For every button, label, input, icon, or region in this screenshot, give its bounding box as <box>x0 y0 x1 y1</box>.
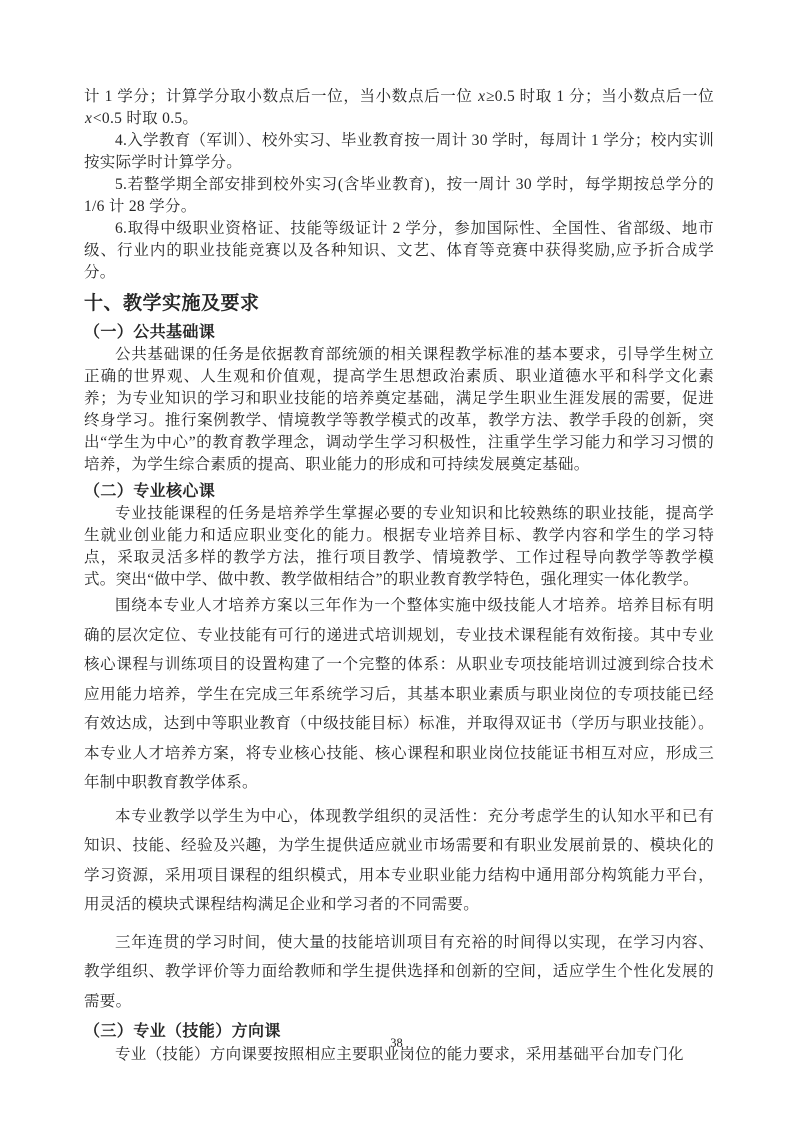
continuation-mid: ≥0.5 时取 1 分；当小数点后一位 <box>485 88 714 105</box>
numbered-item-4: 4.入学教育（军训）、校外实习、毕业教育按一周计 30 学时，每周计 1 学分；校内实训按实际学时计算学分。 <box>84 132 714 171</box>
paragraph-skill-direction-courses: 专业（技能）方向课要按照相应主要职业岗位的能力要求，采用基础平台加专门化 <box>115 1046 684 1063</box>
math-variable-x: x <box>478 88 485 105</box>
paragraph-core-courses-2: 围绕本专业人才培养方案以三年作为一个整体实施中级技能人才培养。培养目标有明确的层次定位、专业技能有可行的递进式培训规划，专业技术课程能有效衔接。其中专业核心课程与训练项目的设置构建了一个完整的体系：从职业专项技能培训过渡到综合技术应用能力培养，学生在完成三年系统学习后，其基本职业素质与职业岗位的专项技能已经有效达成，达到中等职业教育（中级技能目标）标准，并取得双证书（学历与职业技能）。本专业人才培养方案，将专业核心技能、核心课程和职业岗位技能证书相互对应，形成三年制中职教育教学体系。 <box>84 597 714 791</box>
section-heading-teaching-implementation: 十、教学实施及要求 <box>84 293 260 314</box>
subsection-heading-public-basic-courses: （一）公共基础课 <box>84 324 216 341</box>
numbered-item-6: 6.取得中级职业资格证、技能等级证计 2 学分，参加国际性、全国性、省部级、地市级、行业内的职业技能竞赛以及各种知识、文艺、体育等竞赛中获得奖励,应予折合成学分。 <box>84 220 714 281</box>
subsection-heading-core-courses: （二）专业核心课 <box>84 483 216 500</box>
numbered-item-5: 5.若整学期全部安排到校外实习(含毕业教育)，按一周计 30 学时，每学期按总学分的 1/6 计 28 学分。 <box>84 176 714 215</box>
paragraph-core-courses-1: 专业技能课程的任务是培养学生掌握必要的专业知识和比较熟练的职业技能，提高学生就业创业能力和适应职业变化的能力。根据专业培养目标、教学内容和学生的学习特点，采取灵活多样的教学方法，推行项目教学、情境教学、工作过程导向教学等教学模式。突出“做中学、做中教、教学做相结合”的职业教育教学特色，强化理实一体化教学。 <box>84 505 714 588</box>
paragraph-core-courses-4: 三年连贯的学习时间，使大量的技能培训项目有充裕的时间得以实现，在学习内容、教学组织、教学评价等力面给教师和学生提供选择和创新的空间，适应学生个性化发展的需要。 <box>84 933 714 1010</box>
continuation-post: <0.5 时取 0.5。 <box>92 110 199 127</box>
page-content <box>84 86 714 1067</box>
continuation-pre: 计 1 学分；计算学分取小数点后一位，当小数点后一位 <box>84 88 478 105</box>
continuation-paragraph <box>84 86 714 130</box>
page-number: 38 <box>390 1036 403 1050</box>
subsection-heading-skill-direction-courses: （三）专业（技能）方向课 <box>84 1023 281 1040</box>
math-variable-x: x <box>85 110 92 127</box>
paragraph-core-courses-3: 本专业教学以学生为中心，体现教学组织的灵活性：充分考虑学生的认知水平和已有知识、技能、经验及兴趣，为学生提供适应就业市场需要和有职业发展前景的、模块化的学习资源，采用项目课程的组织模式，用本专业职业能力结构中通用部分构筑能力平台，用灵活的模块式课程结构满足企业和学习者的不同需要。 <box>84 807 714 913</box>
paragraph-public-basic-courses: 公共基础课的任务是依据教育部统颁的相关课程教学标准的基本要求，引导学生树立正确的世界观、人生观和价值观，提高学生思想政治素质、职业道德水平和科学文化素养；为专业知识的学习和职业技能的培养奠定基础，满足学生职业生涯发展的需要，促进终身学习。推行案例教学、情境教学等教学模式的改革，教学方法、教学手段的创新，突出“学生为中心”的教育教学理念，调动学生学习积极性，注重学生学习能力和学习习惯的培养，为学生综合素质的提高、职业能力的形成和可持续发展奠定基础。 <box>84 346 714 473</box>
